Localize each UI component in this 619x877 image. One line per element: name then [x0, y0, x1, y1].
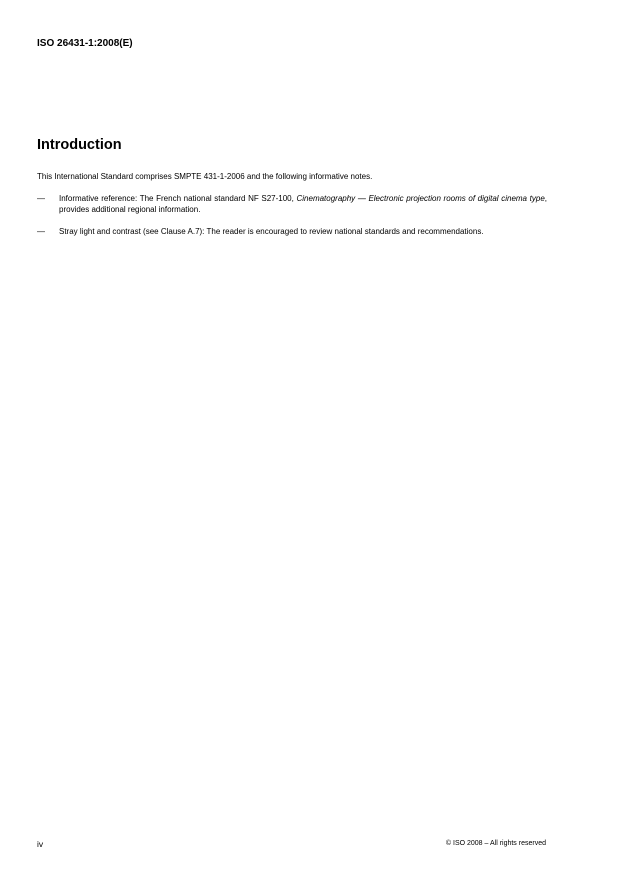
- note-text: [59, 194, 547, 214]
- note-dash: —: [37, 194, 45, 203]
- section-title: Introduction: [37, 137, 122, 153]
- footer-copyright: © ISO 2008 – All rights reserved: [445, 840, 546, 847]
- note-text: [59, 227, 484, 236]
- intro-paragraph: This International Standard comprises SMPTE 431-1-2006 and the following informative notes.: [37, 172, 373, 181]
- note-text-before: Stray light and contrast (see Clause A.7): The reader is encouraged to review national standards and recommendations.: [59, 227, 484, 236]
- note-item-reference: [37, 194, 547, 215]
- note-item-stray-light: [37, 227, 547, 238]
- informative-notes-list: [37, 194, 547, 250]
- document-id-header: ISO 26431-1:2008(E): [37, 38, 133, 49]
- footer-page-number: iv: [37, 839, 44, 849]
- note-dash: —: [37, 227, 45, 236]
- note-text-before: Informative reference: The French national standard NF S27-100,: [59, 194, 297, 203]
- note-text-italic-title: Cinematography — Electronic projection rooms of digital cinema type: [296, 194, 545, 203]
- note-text-after: , provides additional regional information.: [59, 194, 547, 214]
